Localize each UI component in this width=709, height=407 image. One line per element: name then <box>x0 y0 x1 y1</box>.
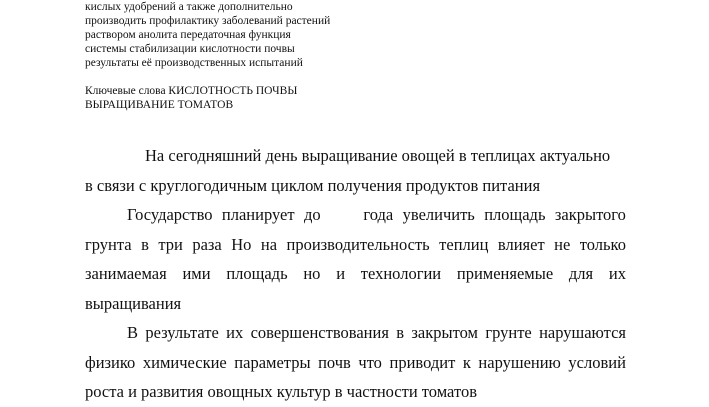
word: нарушению <box>478 352 561 372</box>
word: площадь <box>226 264 288 283</box>
word: Государство <box>127 205 213 224</box>
word: и <box>336 264 346 283</box>
word: на <box>260 234 278 254</box>
word: химические <box>142 352 227 372</box>
abstract-line: результаты её производственных испытаний <box>85 57 303 69</box>
word: занимаемая <box>85 264 167 283</box>
word: приводит <box>389 352 456 372</box>
word: в <box>396 323 405 342</box>
word: параметры <box>234 352 311 372</box>
word: производительность <box>286 234 430 254</box>
abstract-line: кислых удобрений а также дополнительно <box>85 1 293 13</box>
word: грунта <box>85 234 132 254</box>
paragraph-3-line-2 <box>85 348 626 378</box>
word: влияет <box>497 234 545 254</box>
paragraph-1-line-1: На сегодняшний день выращивание овощей в теплицах актуально <box>145 146 611 165</box>
word: года <box>363 205 394 224</box>
word: планирует <box>221 205 295 224</box>
word: почв <box>318 352 351 372</box>
word: к <box>462 352 471 372</box>
abstract-block <box>85 0 385 70</box>
keywords-block <box>85 84 385 112</box>
abstract-line: системы стабилизации кислотности почвы <box>85 43 295 55</box>
word: физико <box>85 352 136 372</box>
word: три <box>158 234 183 254</box>
word: но <box>303 264 321 283</box>
word: совершенствования <box>250 323 389 342</box>
paragraph-1-line-2: в связи с круглогодичным циклом получения продуктов питания <box>85 175 541 195</box>
word: условий <box>568 352 626 372</box>
word: ими <box>182 264 211 283</box>
body-text <box>85 141 626 407</box>
paragraph-2-line-4: выращивания <box>85 293 182 313</box>
word: грунте <box>485 323 532 342</box>
word: закрытого <box>554 205 626 224</box>
abstract-line: раствором анолита передаточная функция <box>85 29 291 41</box>
word: Но <box>231 234 252 254</box>
word: до <box>303 205 321 224</box>
word: технологии <box>360 264 442 283</box>
word: применяемые <box>456 264 554 283</box>
word: их <box>608 264 626 283</box>
abstract-line: производить профилактику заболеваний растений <box>85 15 331 27</box>
word: результате <box>145 323 219 342</box>
word: площадь <box>484 205 546 224</box>
word: в <box>141 234 149 254</box>
paragraph-3-line-3: роста и развития овощных культур в частности томатов <box>85 382 477 401</box>
word: только <box>579 234 626 254</box>
word: закрытом <box>411 323 478 342</box>
word: В <box>127 323 139 342</box>
word: для <box>568 264 594 283</box>
word: раза <box>192 234 222 254</box>
paragraph-3-line-1 <box>85 318 626 348</box>
keywords-line: Ключевые слова КИСЛОТНОСТЬ ПОЧВЫ <box>85 85 298 97</box>
word: теплиц <box>439 234 489 254</box>
paragraph-2-line-3 <box>85 259 626 289</box>
word: увеличить <box>402 205 475 224</box>
paragraph-2-line-2 <box>85 230 626 260</box>
paragraph-2-line-1 <box>85 200 626 230</box>
word-gap <box>330 200 354 230</box>
word: нарушаются <box>539 323 626 342</box>
word: что <box>358 352 382 372</box>
word: не <box>554 234 571 254</box>
keywords-line: ВЫРАЩИВАНИЕ ТОМАТОВ <box>85 99 234 111</box>
word: их <box>226 323 244 342</box>
